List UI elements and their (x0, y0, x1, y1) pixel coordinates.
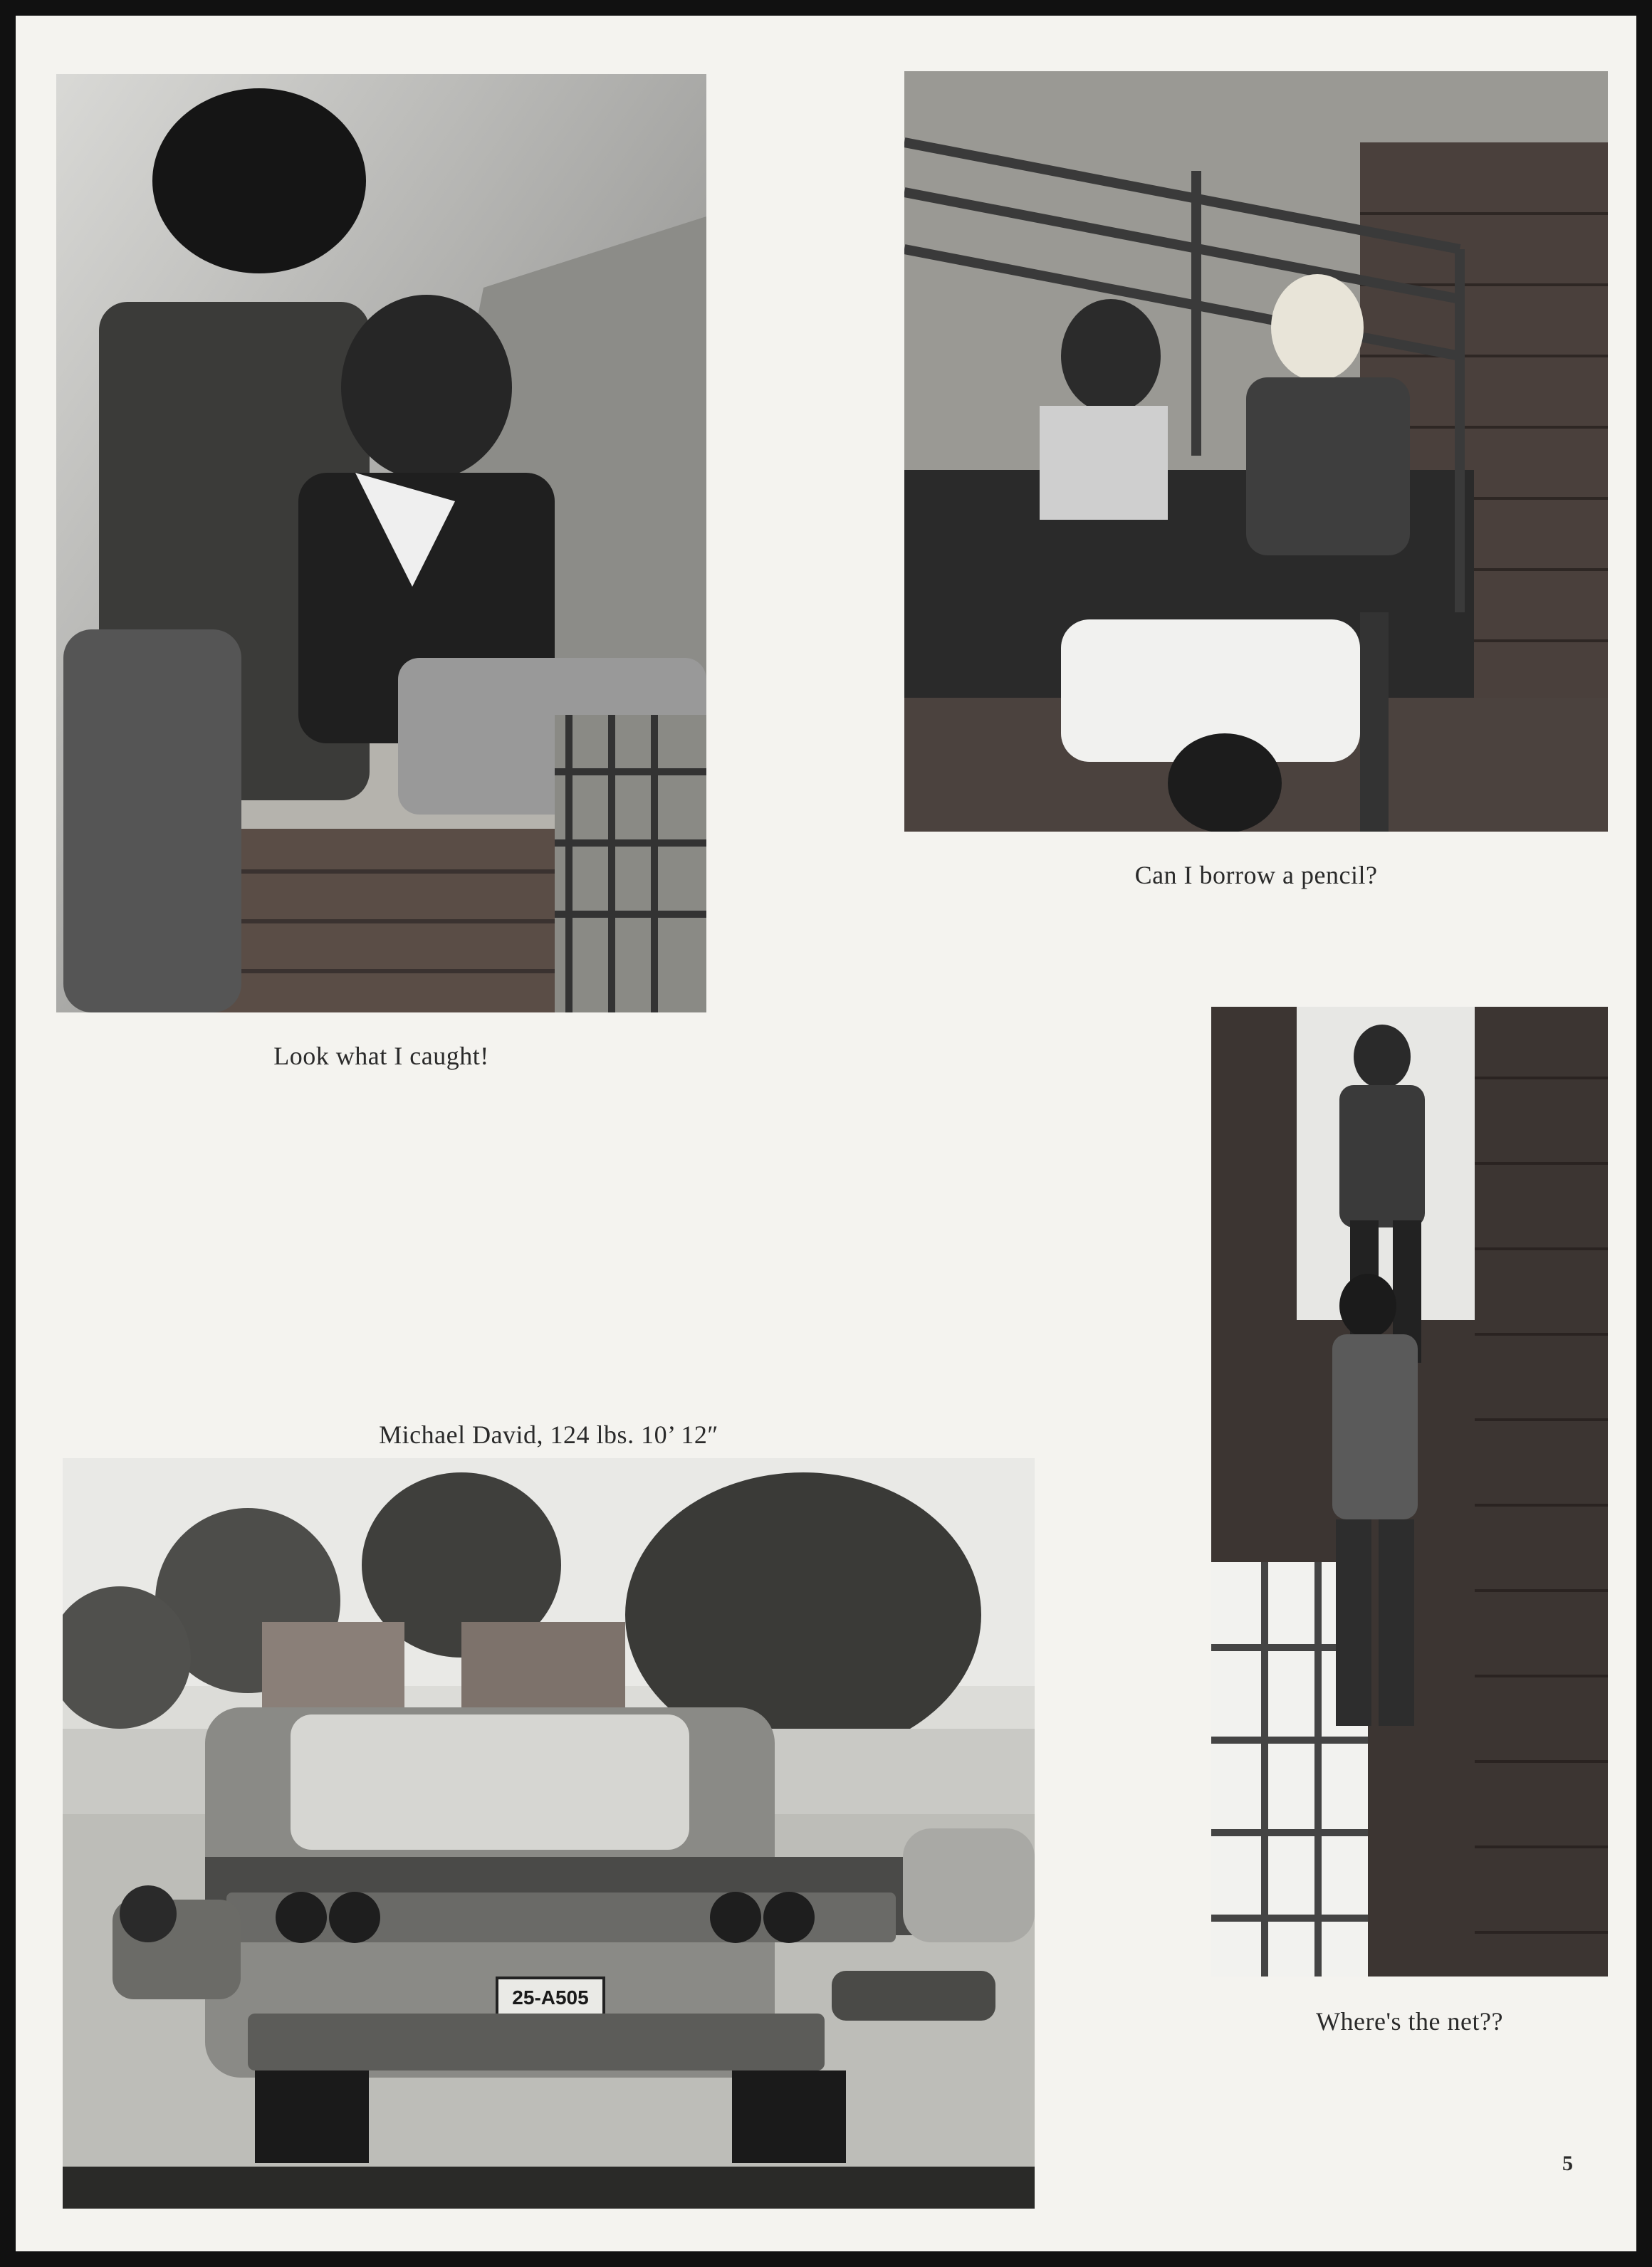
yearbook-page (16, 16, 1636, 2251)
couple-photo-caption: Look what I caught! (273, 1042, 489, 1070)
balcony-photo (904, 71, 1608, 832)
climber-photo-caption: Where's the net?? (1316, 2007, 1503, 2036)
car-photo-caption: Michael David, 124 lbs. 10’ 12″ (379, 1420, 718, 1449)
car-photo (63, 1458, 1035, 2209)
page-number: 5 (1562, 2152, 1573, 2175)
climber-photo (1211, 1007, 1608, 1977)
balcony-photo-caption: Can I borrow a pencil? (1134, 861, 1378, 889)
couple-photo (56, 74, 706, 1012)
license-plate: 25-A505 (512, 1986, 589, 2009)
